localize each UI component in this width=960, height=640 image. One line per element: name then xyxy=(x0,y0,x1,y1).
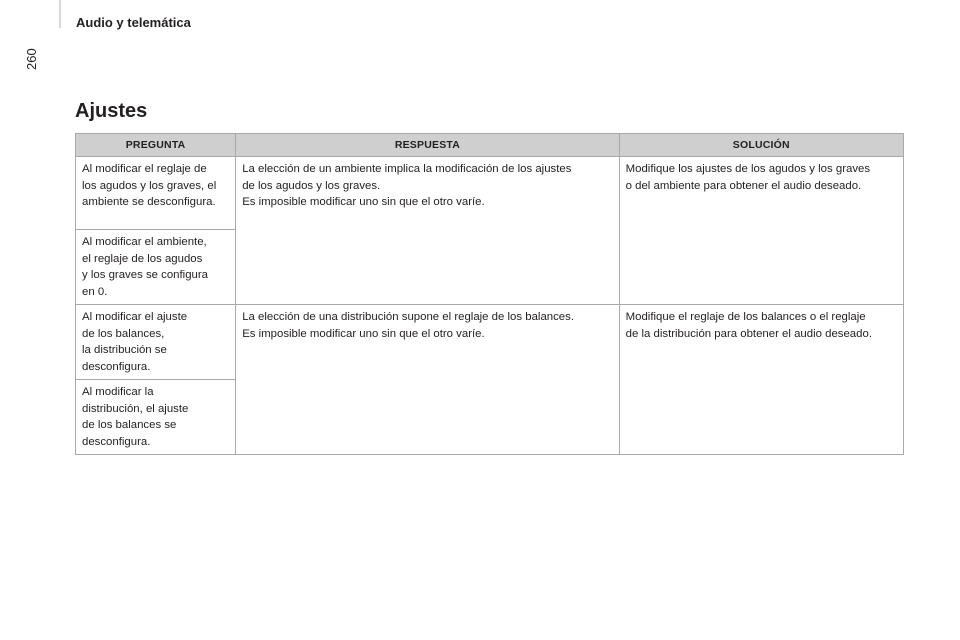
question-line: de los balances, xyxy=(82,327,165,340)
header-respuesta: RESPUESTA xyxy=(236,134,619,157)
answer-line: La elección de un ambiente implica la modificación de los ajustes xyxy=(242,163,572,175)
question-line: desconfigura. xyxy=(82,360,151,373)
question-line: la distribución se xyxy=(82,344,167,356)
section-header: Audio y telemática xyxy=(76,15,191,30)
question-line: Al modificar el ajuste xyxy=(82,311,188,323)
header-pregunta: PREGUNTA xyxy=(76,134,236,157)
question-line: Al modificar el reglaje de xyxy=(82,163,207,175)
question-line: de los balances se xyxy=(82,419,177,431)
answer-cell xyxy=(236,305,619,455)
answer-line: Es imposible modificar uno sin que el otro varíe. xyxy=(242,327,485,340)
question-line: en 0. xyxy=(82,285,108,298)
question-line: los agudos y los graves, el xyxy=(82,179,217,192)
faq-table xyxy=(75,133,904,455)
solution-line: de la distribución para obtener el audio deseado. xyxy=(625,327,872,340)
question-line: desconfigura. xyxy=(82,435,151,448)
table-row xyxy=(76,157,904,230)
page-number: 260 xyxy=(24,48,39,70)
table-row xyxy=(76,305,904,380)
question-line: Al modificar la xyxy=(82,386,154,398)
solution-line: Modifique el reglaje de los balances o el reglaje xyxy=(625,311,866,323)
question-cell xyxy=(76,157,236,230)
solution-line: Modifique los ajustes de los agudos y los graves xyxy=(625,163,871,175)
answer-cell xyxy=(236,157,619,305)
solution-cell xyxy=(619,157,903,305)
answer-line: Es imposible modificar uno sin que el otro varíe. xyxy=(242,196,485,208)
solution-cell xyxy=(619,305,903,455)
question-line: Al modificar el ambiente, xyxy=(82,236,207,248)
question-cell xyxy=(76,305,236,380)
answer-line: La elección de una distribución supone el reglaje de los balances. xyxy=(242,311,575,323)
question-line: distribución, el ajuste xyxy=(82,402,189,415)
question-line: el reglaje de los agudos xyxy=(82,252,203,265)
answer-line: de los agudos y los graves. xyxy=(242,179,381,192)
question-line: ambiente se desconfigura. xyxy=(82,196,216,208)
question-cell xyxy=(76,380,236,455)
solution-line: o del ambiente para obtener el audio deseado. xyxy=(625,179,862,192)
table-header-row xyxy=(76,134,904,157)
question-cell xyxy=(76,230,236,305)
question-line: y los graves se configura xyxy=(82,269,208,281)
header-solucion: SOLUCIÓN xyxy=(619,134,903,157)
page-title: Ajustes xyxy=(75,100,148,122)
margin-rule xyxy=(59,0,61,28)
